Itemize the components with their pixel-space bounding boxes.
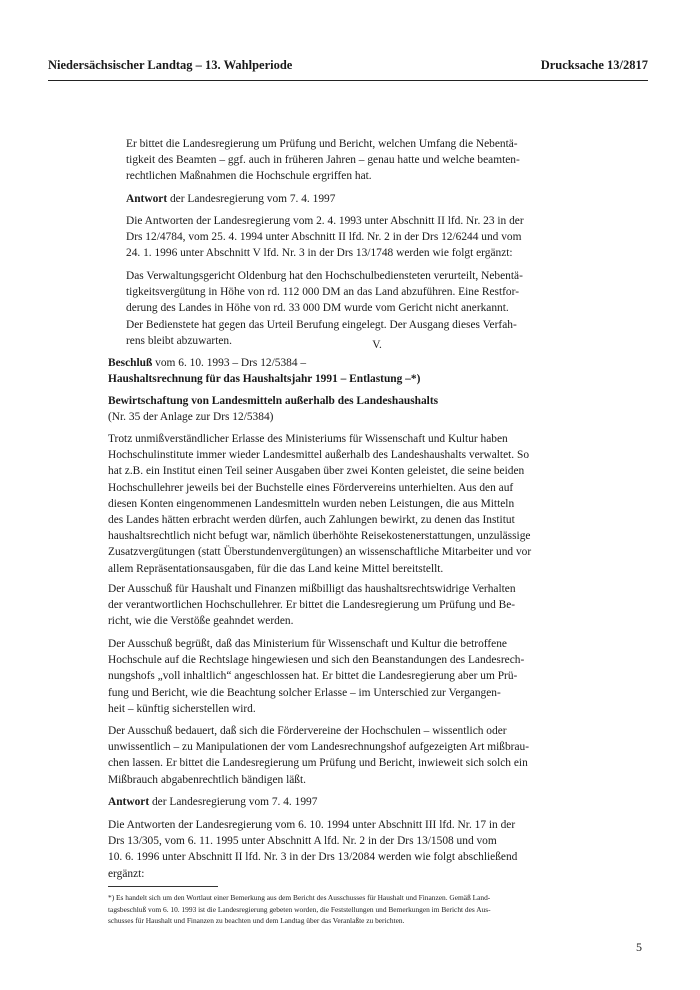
topic-heading [108, 393, 646, 425]
budget-subtitle: Haushaltsrechnung für das Haushaltsjahr 1991 – Entlastung –*) [108, 373, 421, 386]
paragraph-welcome: Der Ausschuß begrüßt, daß das Ministerium für Wissenschaft und Kultur die betroffene Hochschule auf die Rechtslage hingewiesen und sich den Beanstandungen des Landesrech- nungshofs „voll inhaltlich“ angeschlossen hat. Er bittet die Landesregierung aber um Prü- fung und Bericht, wie die Beachtung solcher Erlasse – im Unterschied zur Vergangen- heit – künftig sicherstellen wird. [108, 638, 525, 715]
paragraph-court: Das Verwaltungsgericht Oldenburg hat den Hochschulbediensteten verurteilt, Nebentä- tigkeitsvergütung in Höhe von rd. 112 000 DM an das Land abzuführen. Eine Restfor- derung des Landes in Höhe von rd. 33 000 DM wurde vom Gericht nicht anerkannt. Der Bedienstete hat gegen das Urteil Berufung eingelegt. Der Ausgang dieses Verfah- rens bleibt abzuwarten. [126, 270, 523, 347]
topic-reference: (Nr. 35 der Anlage zur Drs 12/5384) [108, 411, 274, 424]
section-numeral: V. [372, 339, 382, 351]
paragraph-regret: Der Ausschuß bedauert, daß sich die Fördervereine der Hochschulen – wissentlich oder unwissentlich – zu Manipulationen der vom Landesrechnungshof aufgezeigten Art mißbrau- chen lassen. Er bittet die Landesregierung um Prüfung und Bericht, inwieweit sich solch ein Mißbrauch abgabenrechtlich bändigen läßt. [108, 725, 530, 786]
topic-title: Bewirtschaftung von Landesmitteln außerhalb des Landeshaushalts [108, 395, 439, 407]
answer-heading-1: Antwort der Landesregierung vom 7. 4. 1997 [126, 193, 336, 205]
paragraph-answer-1: Die Antworten der Landesregierung vom 2. 4. 1993 unter Abschnitt II lfd. Nr. 23 in der Drs 12/4784, vom 25. 4. 1994 unter Abschnitt II lfd. Nr. 2 in der Drs 12/6244 und vom 24. 1. 1996 unter Abschnitt V lfd. Nr. 3 in der Drs 13/1748 werden wie folgt ergänzt: [126, 215, 524, 260]
footnote-divider [108, 886, 218, 887]
paragraph-request: Er bittet die Landesregierung um Prüfung und Bericht, welchen Umfang die Nebentä- tigkeit des Beamten – ggf. auch in früheren Jahren – genau hatte und welche beamten- rechtlichen Maßnahmen die Hochschule ergriffen hat. [126, 138, 520, 183]
footnote: *) Es handelt sich um den Wortlaut einer Bemerkung aus dem Bericht des Ausschusses für Haushalt und Finanzen. Gemäß Land- tagsbeschluß vom 6. 10. 1993 ist die Landesregierung gebeten worden, die Feststellungen und Bemerkungen im Bericht des Aus- schusses für Haushalt und Finanzen zu beachten und dem Landtag über das Veranlaßte zu berichten. [108, 893, 491, 925]
answer-heading-2: Antwort der Landesregierung vom 7. 4. 1997 [108, 796, 318, 808]
page-header [48, 58, 648, 81]
parliament-title: Niedersächsischer Landtag – 13. Wahlperiode [48, 58, 293, 72]
page-number: 5 [636, 940, 642, 954]
paragraph-disapproval: Der Ausschuß für Haushalt und Finanzen mißbilligt das haushaltsrechtswidrige Verhalten der verantwortlichen Hochschullehrer. Er bittet die Landesregierung um Prüfung und Be- richt, wie die Verstöße geahndet werden. [108, 583, 516, 628]
paragraph-answer-2: Die Antworten der Landesregierung vom 6. 10. 1994 unter Abschnitt III lfd. Nr. 17 in der Drs 13/305, vom 6. 11. 1995 unter Abschnitt A lfd. Nr. 2 in der Drs 13/1508 und vom 10. 6. 1996 unter Abschnitt II lfd. Nr. 3 in der Drs 13/2084 werden wie folgt abschließend ergänzt: [108, 819, 518, 880]
paragraph-findings: Trotz unmißverständlicher Erlasse des Ministeriums für Wissenschaft und Kultur haben Hochschulinstitute immer wieder Landesmittel außerhalb des Landeshaushalts verwaltet. So hat z.B. ein Institut einen Teil seiner Ausgaben über zwei Konten geleistet, die seine beiden Hochschullehrer jeweils bei der Buchstelle eines Fördervereins unterhielten. Aus den auf diesen Konten eingenommenen Landesmitteln wurden neben Leistungen, die aus Mitteln des Landes hätten erbracht werden dürfen, auch Zahlungen bewirkt, zu denen das Institut haushaltsrechtlich nicht befugt war, nämlich überhöhte Reisekostenerstattungen, unzulässige Zusatzvergütungen (statt Überstundenvergütungen) an wissenschaftliche Mitarbeiter und vor allem Repräsentationsausgaben, für die das Land keine Mittel bereitstellt. [108, 433, 532, 575]
resolution-heading: Beschluß vom 6. 10. 1993 – Drs 12/5384 – Haushaltsrechnung für das Haushaltsjahr 1991 – Entlastung –*) [108, 355, 646, 387]
document-number: Drucksache 13/2817 [540, 58, 648, 72]
